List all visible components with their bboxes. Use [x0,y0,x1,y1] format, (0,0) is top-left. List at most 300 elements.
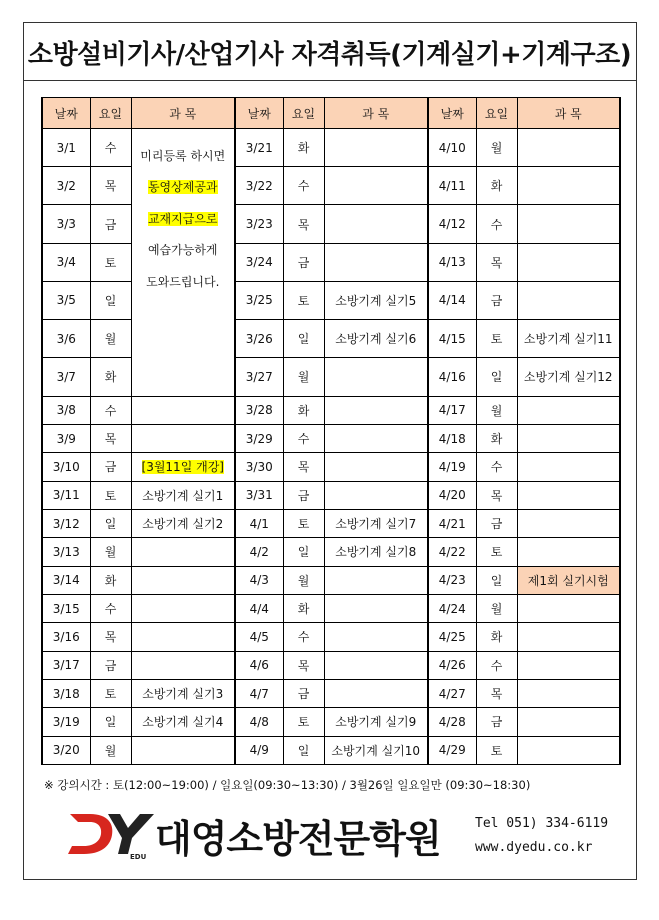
day-text: 수 [104,602,117,617]
date-text: 4/28 [438,714,466,729]
date-cell [235,736,283,764]
day-text: 수 [297,179,310,194]
day-cell [476,481,517,509]
date-cell [42,243,90,281]
date-cell [428,453,476,481]
date-text: 4/8 [249,714,269,729]
day-text: 수 [104,403,117,418]
date-text: 4/15 [438,331,466,346]
subject-cell [324,566,428,594]
day-text: 토 [104,255,117,270]
subject-cell [131,538,235,566]
date-cell [235,566,283,594]
subject-cell [324,481,428,509]
day-text: 금 [490,715,503,730]
subject-cell [517,396,620,424]
day-cell [90,736,131,764]
date-text: 3/19 [52,714,80,729]
subject-cell [324,358,428,396]
day-cell [476,243,517,281]
date-text: 4/24 [438,601,466,616]
date-cell [235,708,283,736]
day-cell [283,281,324,319]
schedule-row [42,424,620,452]
date-text: 3/22 [245,178,273,193]
date-cell [42,167,90,205]
subject-cell [131,651,235,679]
header-date: 날짜 [235,98,283,129]
day-text: 토 [297,715,310,730]
date-cell [428,424,476,452]
subject-cell [517,205,620,243]
date-cell [42,736,90,764]
day-cell [90,708,131,736]
subject-cell [131,594,235,622]
subject-cell [517,481,620,509]
date-text: 4/22 [438,544,466,559]
day-cell [476,509,517,537]
registration-note-line: 동영상제공과 [147,180,218,195]
schedule-row [42,651,620,679]
date-cell [42,320,90,358]
schedule-row [42,205,620,243]
day-cell [283,205,324,243]
subject-cell [517,129,620,167]
subject-cell [517,453,620,481]
schedule-row [42,243,620,281]
day-text: 월 [104,332,117,347]
subject-text: 소방기계 실기6 [335,332,417,347]
subject-cell [517,708,620,736]
header-date: 날짜 [42,98,90,129]
title-divider [23,80,637,81]
registration-note-line: 미리등록 하시면 [140,149,226,163]
day-text: 화 [297,403,310,418]
day-cell [283,129,324,167]
subject-cell [517,167,620,205]
day-cell [476,424,517,452]
date-text: 4/26 [438,658,466,673]
subject-text: 제1회 실기시험 [527,573,609,588]
day-cell [476,281,517,319]
date-text: 4/16 [438,369,466,384]
day-text: 화 [490,432,503,447]
date-text: 4/13 [438,255,466,270]
day-cell [476,679,517,707]
date-text: 4/25 [438,629,466,644]
subject-text: 소방기계 실기10 [331,743,421,758]
date-text: 3/13 [52,544,80,559]
day-cell [476,538,517,566]
date-cell [235,167,283,205]
date-cell [428,594,476,622]
date-cell [428,243,476,281]
date-cell [235,358,283,396]
subject-cell [324,396,428,424]
day-text: 토 [104,488,117,503]
subject-text: 소방기계 실기5 [335,293,417,308]
day-text: 일 [104,293,117,308]
schedule-row [42,623,620,651]
subject-cell [324,167,428,205]
date-cell [235,594,283,622]
subject-cell [324,538,428,566]
day-text: 금 [104,658,117,673]
schedule-row [42,358,620,396]
header-subject: 과 목 [324,98,428,129]
date-text: 4/29 [438,743,466,758]
subject-cell [324,679,428,707]
subject-cell [517,566,620,594]
date-cell [42,679,90,707]
day-cell [90,358,131,396]
date-text: 4/11 [438,178,466,193]
academy-logo [68,808,158,860]
date-cell [235,320,283,358]
day-text: 토 [490,743,503,758]
date-text: 4/20 [438,488,466,503]
date-text: 3/3 [56,217,76,232]
date-text: 4/12 [438,217,466,232]
subject-cell [324,424,428,452]
subject-cell [131,481,235,509]
date-text: 4/18 [438,431,466,446]
subject-text: 소방기계 실기11 [523,332,613,347]
date-text: 4/2 [249,544,269,559]
subject-cell [324,205,428,243]
date-text: 4/1 [249,516,269,531]
date-cell [42,566,90,594]
day-cell [283,538,324,566]
date-cell [235,243,283,281]
date-cell [428,623,476,651]
date-text: 3/12 [52,516,80,531]
day-cell [476,358,517,396]
day-cell [476,320,517,358]
date-text: 3/10 [52,459,80,474]
subject-cell [131,424,235,452]
subject-cell [324,129,428,167]
subject-cell [324,281,428,319]
page-title: 소방설비기사/산업기사 자격취득(기계실기+기계구조) [27,40,632,70]
date-text: 3/8 [56,403,76,418]
day-text: 월 [104,743,117,758]
day-cell [90,167,131,205]
header-day: 요일 [283,98,324,129]
date-text: 3/27 [245,369,273,384]
date-cell [42,281,90,319]
date-cell [42,358,90,396]
day-text: 수 [297,630,310,645]
date-text: 4/27 [438,686,466,701]
subject-cell [517,320,620,358]
date-cell [428,396,476,424]
day-text: 화 [104,573,117,588]
subject-cell [517,623,620,651]
header-date: 날짜 [428,98,476,129]
day-cell [90,205,131,243]
date-cell [235,538,283,566]
subject-text: 소방기계 실기8 [335,545,417,560]
day-cell [476,167,517,205]
date-text: 3/17 [52,658,80,673]
day-cell [90,651,131,679]
date-text: 4/19 [438,459,466,474]
day-cell [90,396,131,424]
date-text: 4/7 [249,686,269,701]
date-cell [428,167,476,205]
subject-cell [517,594,620,622]
day-cell [90,320,131,358]
date-text: 3/5 [56,293,76,308]
website-url: www.dyedu.co.kr [475,840,593,855]
day-text: 월 [297,573,310,588]
schedule-row [42,396,620,424]
subject-cell [131,396,235,424]
header-day: 요일 [476,98,517,129]
schedule-row [42,538,620,566]
day-text: 일 [297,545,310,560]
subject-cell [131,623,235,651]
date-cell [428,320,476,358]
subject-cell [324,623,428,651]
subject-text: 소방기계 실기1 [142,488,224,503]
day-text: 화 [490,630,503,645]
day-text: 수 [490,460,503,475]
day-text: 목 [297,217,310,232]
day-cell [90,679,131,707]
date-cell [235,205,283,243]
day-cell [283,358,324,396]
date-cell [428,566,476,594]
subject-cell [131,453,235,481]
date-cell [428,679,476,707]
subject-cell [517,736,620,764]
date-cell [235,509,283,537]
date-text: 3/1 [56,140,76,155]
schedule-row [42,708,620,736]
schedule-row [42,481,620,509]
subject-cell [517,538,620,566]
header-row [42,98,620,129]
date-text: 3/6 [56,331,76,346]
day-text: 일 [490,370,503,385]
schedule-row [42,281,620,319]
date-text: 3/28 [245,403,273,418]
subject-text: 소방기계 실기7 [335,517,417,532]
date-cell [235,651,283,679]
header-day: 요일 [90,98,131,129]
date-cell [42,205,90,243]
day-cell [283,623,324,651]
subject-text: 소방기계 실기3 [142,687,224,702]
day-cell [476,623,517,651]
subject-cell [324,651,428,679]
day-cell [476,453,517,481]
day-cell [476,594,517,622]
date-text: 3/14 [52,573,80,588]
day-cell [476,205,517,243]
day-cell [90,623,131,651]
date-text: 3/31 [245,488,273,503]
day-cell [283,509,324,537]
day-cell [283,167,324,205]
day-text: 화 [297,602,310,617]
schedule-row [42,736,620,764]
day-text: 목 [104,179,117,194]
date-cell [428,481,476,509]
subject-text: 소방기계 실기12 [523,370,613,385]
schedule-row [42,129,620,167]
day-cell [283,320,324,358]
day-text: 일 [104,517,117,532]
header-subject: 과 목 [517,98,620,129]
date-cell [428,708,476,736]
day-cell [90,281,131,319]
date-cell [42,708,90,736]
date-cell [42,424,90,452]
day-text: 토 [490,332,503,347]
subject-text: [3월11일 개강] [141,460,224,475]
day-text: 토 [297,293,310,308]
day-text: 목 [297,658,310,673]
registration-note [131,129,235,397]
subject-cell [131,679,235,707]
schedule-row [42,320,620,358]
svg-text:EDU: EDU [130,853,147,860]
date-cell [42,481,90,509]
date-text: 4/4 [249,601,269,616]
phone-number: Tel 051) 334-6119 [475,816,609,831]
date-text: 3/2 [56,178,76,193]
day-text: 목 [490,687,503,702]
subject-text: 소방기계 실기2 [142,517,224,532]
day-text: 목 [490,255,503,270]
date-cell [235,679,283,707]
schedule-row [42,566,620,594]
day-cell [90,594,131,622]
registration-note-line: 예습가능하게 [147,243,218,258]
date-text: 4/5 [249,629,269,644]
day-text: 금 [490,517,503,532]
schedule-row [42,509,620,537]
date-cell [428,509,476,537]
date-text: 4/9 [249,743,269,758]
date-text: 3/9 [56,431,76,446]
subject-cell [517,509,620,537]
day-text: 목 [104,432,117,447]
day-text: 토 [104,687,117,702]
day-text: 수 [297,432,310,447]
date-cell [42,594,90,622]
day-cell [90,538,131,566]
date-cell [42,623,90,651]
date-text: 4/14 [438,293,466,308]
day-cell [90,129,131,167]
day-text: 수 [490,658,503,673]
subject-cell [324,594,428,622]
day-cell [476,129,517,167]
day-cell [283,424,324,452]
date-text: 3/11 [52,488,80,503]
subject-cell [131,736,235,764]
day-text: 월 [490,403,503,418]
date-cell [428,736,476,764]
day-cell [283,736,324,764]
date-cell [235,453,283,481]
subject-cell [517,281,620,319]
date-cell [42,453,90,481]
day-text: 목 [297,460,310,475]
subject-cell [324,320,428,358]
date-text: 4/23 [438,573,466,588]
day-text: 금 [297,255,310,270]
registration-note-line: 도와드립니다. [146,274,220,289]
day-cell [476,566,517,594]
date-text: 3/18 [52,686,80,701]
date-cell [428,129,476,167]
subject-cell [517,243,620,281]
day-cell [476,396,517,424]
date-text: 3/23 [245,217,273,232]
day-text: 일 [297,743,310,758]
day-text: 금 [297,488,310,503]
date-cell [428,538,476,566]
date-text: 3/26 [245,331,273,346]
subject-cell [131,566,235,594]
date-cell [235,424,283,452]
day-text: 월 [490,141,503,156]
date-text: 3/4 [56,255,76,270]
academy-name: 대영소방전문학원 [155,817,441,861]
subject-cell [324,509,428,537]
day-text: 화 [297,141,310,156]
day-text: 목 [490,488,503,503]
header-subject: 과 목 [131,98,235,129]
subject-text: 소방기계 실기4 [142,715,224,730]
subject-cell [324,736,428,764]
day-text: 금 [104,217,117,232]
day-cell [90,424,131,452]
date-text: 4/3 [249,573,269,588]
day-cell [283,708,324,736]
date-cell [42,509,90,537]
lecture-time-note: ※ 강의시간 : 토(12:00~19:00) / 일요일(09:30~13:30) / 3월26일 일요일만 (09:30~18:30) [44,778,531,792]
day-cell [283,243,324,281]
day-text: 금 [104,460,117,475]
date-text: 3/24 [245,255,273,270]
date-cell [428,205,476,243]
date-cell [42,396,90,424]
day-text: 월 [297,370,310,385]
day-text: 토 [490,545,503,560]
day-cell [283,566,324,594]
subject-cell [131,708,235,736]
date-text: 4/10 [438,140,466,155]
date-text: 4/17 [438,403,466,418]
date-text: 3/29 [245,431,273,446]
day-cell [283,396,324,424]
day-text: 일 [297,332,310,347]
day-text: 월 [104,545,117,560]
subject-cell [517,358,620,396]
day-cell [283,453,324,481]
contact-info [475,812,608,860]
date-text: 4/6 [249,658,269,673]
date-cell [428,281,476,319]
date-cell [235,129,283,167]
day-cell [283,651,324,679]
